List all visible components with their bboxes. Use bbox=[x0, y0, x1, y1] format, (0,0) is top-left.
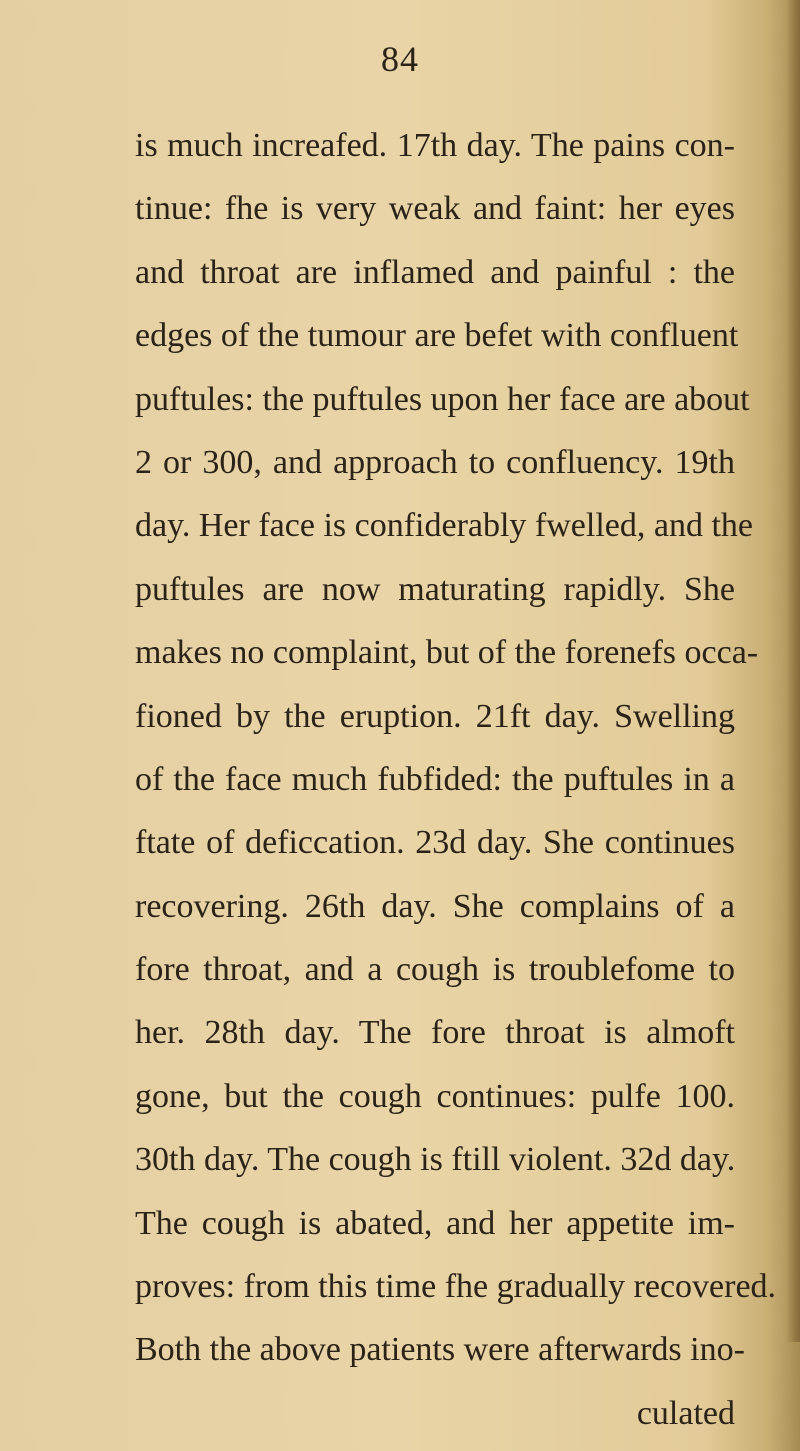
page-number: 84 bbox=[381, 39, 419, 79]
page-edge-shadow bbox=[786, 0, 800, 1342]
text-line: gone, but the cough continues: pulfe 100. bbox=[135, 1077, 735, 1115]
text-line: fore throat, and a cough is troublefome to bbox=[135, 951, 735, 989]
text-line: of the face much fubfided: the puftules in a bbox=[135, 760, 735, 798]
text-line: proves: from this time fhe gradually recovered. bbox=[135, 1268, 777, 1306]
text-line: tinue: fhe is very weak and faint: her eyes bbox=[135, 190, 735, 228]
text-line: 30th day. The cough is ftill violent. 32d day. bbox=[135, 1141, 736, 1179]
text-line: recovering. 26th day. She complains of a bbox=[135, 887, 735, 925]
text-line: Both the above patients were afterwards ino- bbox=[135, 1331, 745, 1369]
catchword: culated bbox=[636, 1394, 735, 1432]
text-line: fioned by the eruption. 21ft day. Swelling bbox=[135, 697, 735, 735]
text-line: The cough is abated, and her appetite im- bbox=[135, 1204, 735, 1242]
text-line: puftules are now maturating rapidly. She bbox=[135, 570, 735, 608]
text-line: day. Her face is confiderably fwelled, and the bbox=[135, 507, 754, 545]
text-line: 2 or 300, and approach to confluency. 19th bbox=[135, 443, 735, 481]
text-line: edges of the tumour are befet with confluent bbox=[135, 317, 739, 355]
text-line: her. 28th day. The fore throat is almoft bbox=[135, 1014, 735, 1052]
body-text bbox=[135, 120, 777, 1451]
text-line: is much increafed. 17th day. The pains con- bbox=[135, 127, 735, 164]
text-line: makes no complaint, but of the forenefs occa- bbox=[135, 634, 759, 672]
text-line: puftules: the puftules upon her face are about bbox=[135, 380, 750, 418]
text-line: and throat are inflamed and painful : the bbox=[135, 253, 735, 291]
text-line: ftate of deficcation. 23d day. She continues bbox=[135, 824, 735, 862]
